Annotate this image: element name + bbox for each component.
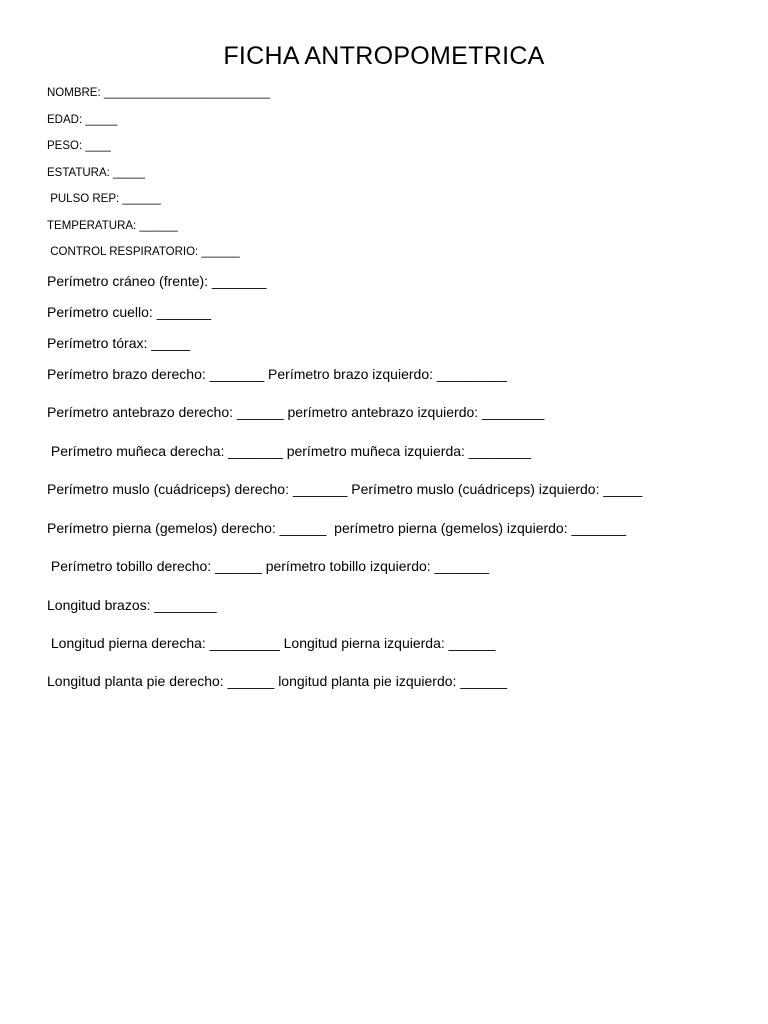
page-title: FICHA ANTROPOMETRICA bbox=[223, 42, 545, 70]
field-perimetro-craneo: Perímetro cráneo (frente): _______ bbox=[47, 273, 267, 289]
field-perimetro-muneca: Perímetro muñeca derecha: _______ perímetro muñeca izquierda: ________ bbox=[47, 443, 532, 459]
field-nombre: NOMBRE: __________________________ bbox=[47, 87, 271, 99]
field-perimetro-tobillo: Perímetro tobillo derecho: ______ perímetro tobillo izquierdo: _______ bbox=[47, 558, 490, 574]
field-perimetro-pierna: Perímetro pierna (gemelos) derecho: ______ perímetro pierna (gemelos) izquierdo: _______ bbox=[47, 520, 626, 536]
field-perimetro-muslo: Perímetro muslo (cuádriceps) derecho: _______ Perímetro muslo (cuádriceps) izquierdo: _____ bbox=[47, 481, 643, 497]
field-temperatura: TEMPERATURA: ______ bbox=[47, 220, 178, 232]
field-longitud-pierna: Longitud pierna derecha: _________ Longitud pierna izquierda: ______ bbox=[47, 635, 496, 651]
field-pulso-rep: PULSO REP: ______ bbox=[47, 193, 161, 205]
field-perimetro-torax: Perímetro tórax: _____ bbox=[47, 335, 191, 351]
field-control-respiratorio: CONTROL RESPIRATORIO: ______ bbox=[47, 246, 240, 258]
field-estatura: ESTATURA: _____ bbox=[47, 167, 146, 179]
field-perimetro-cuello: Perímetro cuello: _______ bbox=[47, 304, 212, 320]
field-peso: PESO: ____ bbox=[47, 140, 111, 152]
field-perimetro-brazo: Perímetro brazo derecho: _______ Perímetro brazo izquierdo: _________ bbox=[47, 366, 507, 382]
field-edad: EDAD: _____ bbox=[47, 114, 118, 126]
field-perimetro-antebrazo: Perímetro antebrazo derecho: ______ perímetro antebrazo izquierdo: ________ bbox=[47, 404, 545, 420]
field-longitud-brazos: Longitud brazos: ________ bbox=[47, 597, 217, 613]
field-longitud-planta: Longitud planta pie derecho: ______ longitud planta pie izquierdo: ______ bbox=[47, 673, 508, 689]
